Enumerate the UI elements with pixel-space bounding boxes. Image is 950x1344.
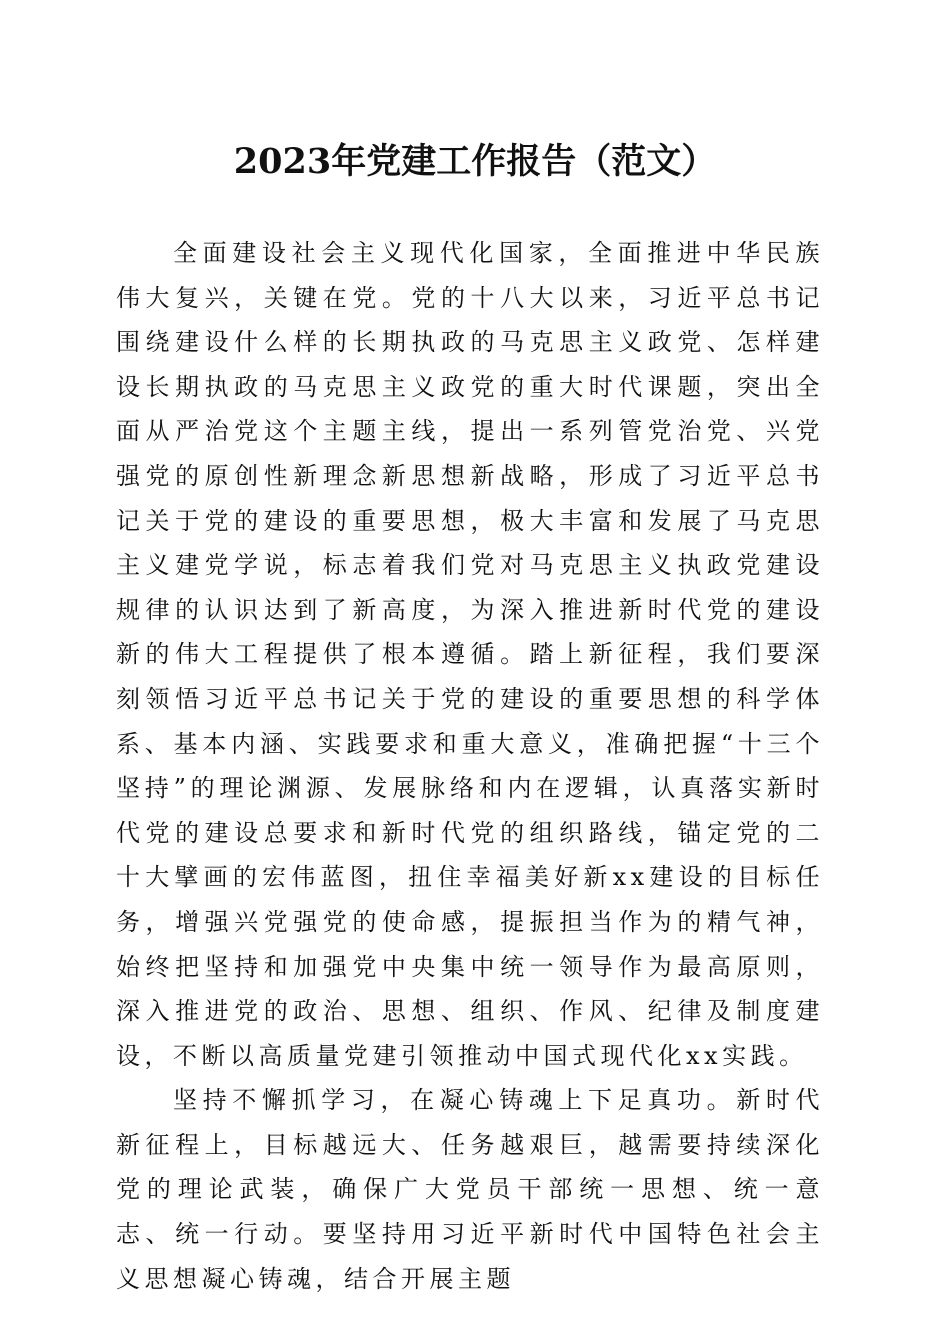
paragraph-1: 全面建设社会主义现代化国家，全面推进中华民族伟大复兴，关键在党。党的十八大以来，习近平总书记围绕建设什么样的长期执政的马克思主义政党、怎样建设长期执政的马克思主义政党的重大时代课题，突出全面从严治党这个主题主线，提出一系列管党治党、兴党强党的原创性新理念新思想新战略，形成了习近平总书记关于党的建设的重要思想，极大丰富和发展了马克思主义建党学说，标志着我们党对马克思主义执政党建设规律的认识达到了新高度，为深入推进新时代党的建设新的伟大工程提供了根本遵循。踏上新征程，我们要深刻领悟习近平总书记关于党的建设的重要思想的科学体系、基本内涵、实践要求和重大意义，准确把握“十三个坚持”的理论渊源、发展脉络和内在逻辑，认真落实新时代党的建设总要求和新时代党的组织路线，锚定党的二十大擘画的宏伟蓝图，扭住幸福美好新xx建设的目标任务，增强兴党强党的使命感，提振担当作为的精气神，始终把坚持和加强党中央集中统一领导作为最高原则，深入推进党的政治、思想、组织、作风、纪律及制度建设，不断以高质量党建引领推动中国式现代化xx实践。 — [116, 239, 824, 1070]
document-body — [116, 231, 824, 1301]
paragraph-2: 坚持不懈抓学习，在凝心铸魂上下足真功。新时代新征程上，目标越远大、任务越艰巨，越需要持续深化党的理论武装，确保广大党员干部统一思想、统一意志、统一行动。要坚持用习近平新时代中国特色社会主义思想凝心铸魂，结合开展主题 — [116, 1086, 824, 1293]
document-title: 2023年党建工作报告（范文） — [233, 141, 717, 182]
